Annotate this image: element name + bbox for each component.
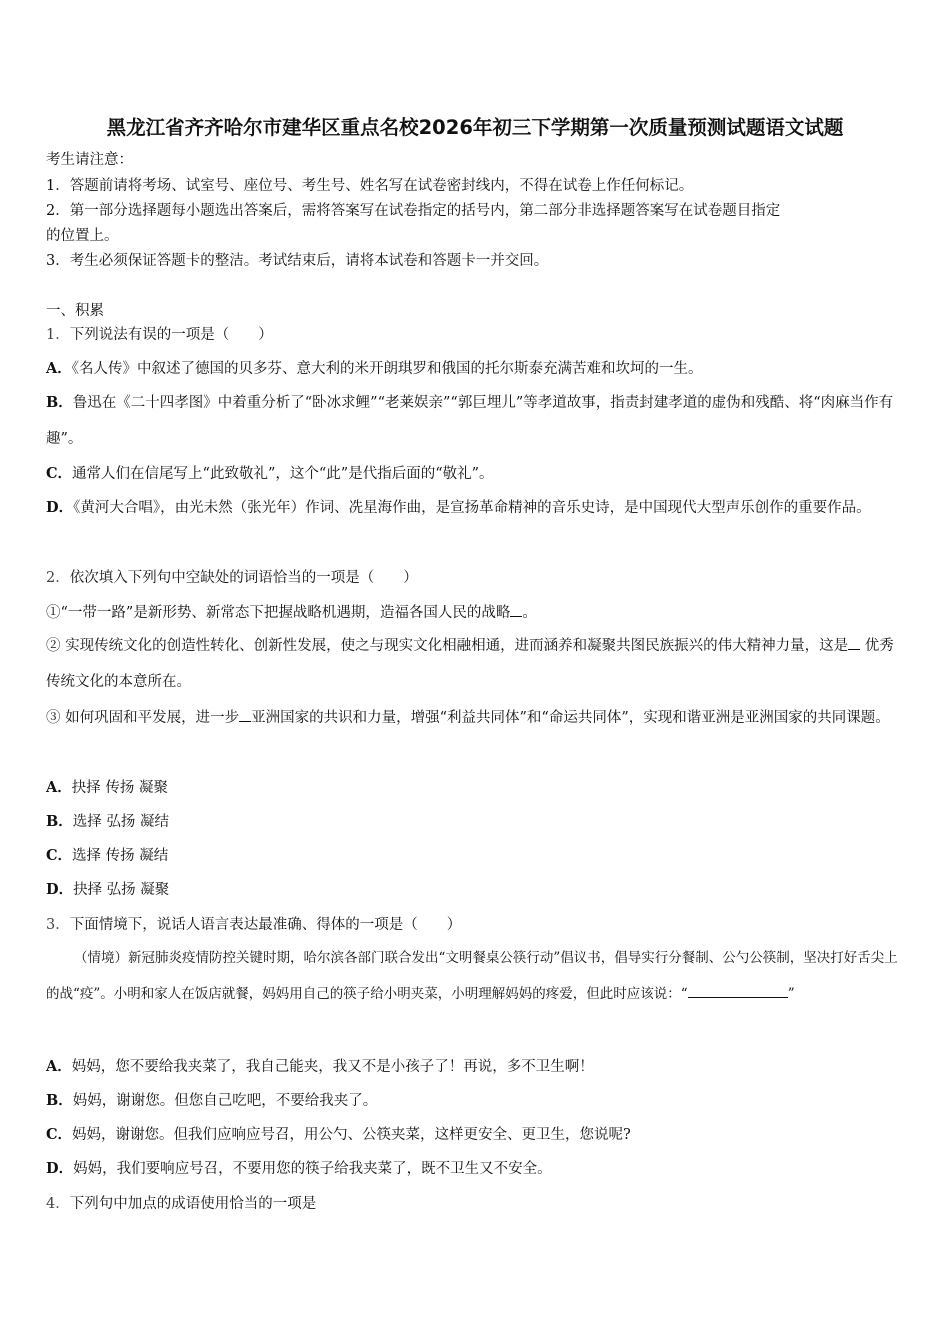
question-text: 下列句中加点的成语使用恰当的一项是: [69, 1196, 317, 1212]
question-text: 依次填入下列句中空缺处的词语恰当的一项是（ ）: [69, 570, 418, 586]
page-title: 黑龙江省齐齐哈尔市建华区重点名校2026年初三下学期第一次质量预测试题语文试题: [106, 116, 844, 139]
q1-option-a: [46, 359, 703, 379]
option-text: 妈妈，我们要响应号召，不要用您的筷子给我夹菜了，既不卫生又不安全。: [73, 1161, 552, 1177]
option-label: C．: [46, 1126, 73, 1143]
q3-option-b: [46, 1091, 377, 1111]
q1-option-d: [46, 490, 908, 526]
q2-option-a: [46, 778, 168, 798]
option-label: A．: [46, 360, 72, 377]
notice-item: 1．答题前请将考场、试室号、座位号、考生号、姓名写在试卷密封线内，不得在试卷上作任何标记。: [46, 178, 694, 194]
option-text: 选择 弘扬 凝结: [72, 814, 169, 830]
notice-item: 3．考生必须保证答题卡的整洁。考试结束后，请将本试卷和答题卡一并交回。: [46, 253, 549, 269]
q3-option-c: [46, 1125, 631, 1145]
sentence-text: ③ 如何巩固和平发展，进一步: [46, 710, 240, 726]
option-text: 选择 传扬 凝结: [72, 848, 169, 864]
blank-line: [848, 635, 860, 650]
q2-sentence-1: [46, 602, 537, 623]
option-text: 抉择 传扬 凝聚: [71, 780, 168, 796]
option-text: 鲁迅在《二十四孝图》中着重分析了“卧冰求鲤”“老莱娱亲”“郭巨埋儿”等孝道故事，指责封建孝道的虚伪和残酷、将“肉麻当作有趣”。: [46, 395, 894, 447]
sentence-text: ② 实现传统文化的创造性转化、创新性发展，使之与现实文化相融相通，进而涵养和凝聚共图民族振兴的伟大精神力量，这是: [46, 638, 849, 654]
option-label: B．: [46, 813, 73, 830]
question-number: 1．: [46, 327, 70, 343]
option-label: A．: [46, 779, 72, 796]
answer-blank: [688, 983, 788, 998]
sentence-text: ①“一带一路”是新形势、新常态下把握战略机遇期，造福各国人民的战略: [46, 605, 511, 621]
sentence-text: 优秀传统文化的本意所在。: [46, 638, 894, 690]
option-text: 妈妈，谢谢您。但您自己吃吧，不要给我夹了。: [72, 1093, 378, 1109]
context-text: （情境）新冠肺炎疫情防控关键时期，哈尔滨各部门联合发出“文明餐桌公筷行动”倡议书，倡导实行分餐制、公勺公筷制，坚决打好舌尖上的战“疫”。小明和家人在饭店就餐，妈妈用自己的筷子给小明夹菜，小明理解妈妈的疼爱，但此时应该说：“: [46, 950, 898, 1002]
option-label: C．: [46, 847, 73, 864]
context-text: ”: [787, 986, 795, 1002]
q2-option-d: [46, 880, 169, 900]
q1-option-b: [46, 385, 908, 457]
notice-heading: 考生请注意：: [46, 152, 133, 168]
question-number: 3．: [46, 917, 70, 933]
blank-line: [510, 602, 522, 617]
q2-sentence-3: [46, 700, 908, 736]
section-heading: 一、积累: [46, 303, 104, 319]
q3-option-a: [46, 1057, 594, 1077]
question-number: 4．: [46, 1196, 70, 1212]
option-text: 妈妈，您不要给我夹菜了，我自己能夹，我又不是小孩子了！再说，多不卫生啊！: [71, 1059, 594, 1075]
notice-item: 的位置上。: [46, 228, 119, 244]
option-text: 《名人传》中叙述了德国的贝多芬、意大利的米开朗琪罗和俄国的托尔斯泰充满苦难和坎坷的一生。: [71, 361, 703, 377]
sentence-text: 。: [522, 605, 537, 621]
blank-line: [239, 707, 251, 722]
question-2-stem: [46, 568, 418, 588]
option-label: B．: [46, 394, 73, 411]
q3-option-d: [46, 1159, 552, 1179]
option-label: D．: [46, 881, 74, 898]
option-label: D．: [46, 1160, 74, 1177]
option-text: 抉择 弘扬 凝聚: [73, 882, 170, 898]
q2-sentence-2: [46, 628, 908, 700]
question-1-stem: [46, 325, 273, 345]
option-label: A．: [46, 1058, 72, 1075]
option-label: B．: [46, 1092, 73, 1109]
option-text: 通常人们在信尾写上“此致敬礼”，这个“此”是代指后面的“敬礼”。: [72, 466, 494, 482]
option-label: D．: [46, 499, 74, 516]
q3-context: [46, 940, 908, 1012]
notice-item: 2．第一部分选择题每小题选出答案后，需将答案写在试卷指定的括号内，第二部分非选择题答案写在试卷题目指定: [46, 203, 781, 219]
option-text: 妈妈，谢谢您。但我们应响应号召，用公勺、公筷夹菜，这样更安全、更卫生，您说呢?: [72, 1127, 631, 1143]
q2-option-c: [46, 846, 168, 866]
question-text: 下面情境下，说话人语言表达最准确、得体的一项是（ ）: [69, 917, 462, 933]
q1-option-c: [46, 464, 494, 484]
option-text: 《黄河大合唱》，由光未然（张光年）作词、冼星海作曲，是宣扬革命精神的音乐史诗，是中国现代大型声乐创作的重要作品。: [73, 500, 871, 516]
question-number: 2．: [46, 570, 70, 586]
sentence-text: 亚洲国家的共识和力量，增强“利益共同体”和“命运共同体”，实现和谐亚洲是亚洲国家的共同课题。: [251, 710, 890, 726]
question-text: 下列说法有误的一项是（ ）: [69, 327, 273, 343]
question-4-stem: [46, 1194, 316, 1214]
option-label: C．: [46, 465, 73, 482]
q2-option-b: [46, 812, 169, 832]
question-3-stem: [46, 915, 461, 935]
